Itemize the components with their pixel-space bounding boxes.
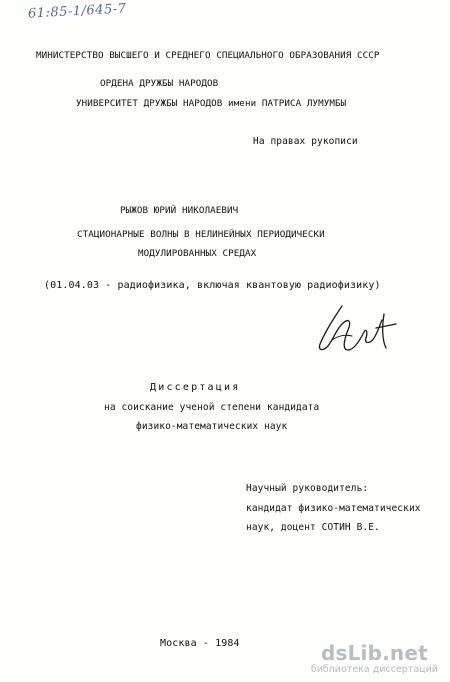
archive-code-handwritten: 61:85-1/645-7 — [27, 1, 127, 22]
university-line: УНИВЕРСИТЕТ ДРУЖБЫ НАРОДОВ имени ПАТРИСА ЛУМУМБЫ — [76, 98, 347, 109]
dissertation-line-2: физико-математических наук — [136, 421, 288, 432]
watermark-subtitle: библиотека диссертаций — [310, 664, 438, 675]
watermark — [311, 642, 438, 676]
manuscript-note: На правах рукописи — [253, 136, 358, 147]
signature-image — [312, 300, 402, 362]
title-line-2: МОДУЛИРОВАННЫХ СРЕДАХ — [138, 248, 257, 259]
place-year: Москва - 1984 — [160, 638, 240, 649]
supervisor-line-2: наук, доцент СОТИН В.Е. — [246, 522, 380, 533]
ministry-line: МИНИСТЕРСТВО ВЫСШЕГО И СРЕДНЕГО СПЕЦИАЛЬНОГО ОБРАЗОВАНИЯ СССР — [36, 50, 380, 61]
dissertation-heading: Диссертация — [150, 382, 241, 393]
watermark-logo: dsLib.net — [320, 641, 428, 665]
author-name: РЫЖОВ ЮРИЙ НИКОЛАЕВИЧ — [120, 205, 239, 216]
title-line-1: СТАЦИОНАРНЫЕ ВОЛНЫ В НЕЛИНЕЙНЫХ ПЕРИОДИЧЕСКИ — [77, 229, 325, 240]
supervisor-line-1: кандидат физико-математических — [246, 503, 421, 514]
specialty-line: (01.04.03 - радиофизика, включая квантовую радиофизику) — [44, 280, 381, 291]
order-line: ОРДЕНА ДРУЖБЫ НАРОДОВ — [100, 78, 219, 89]
dissertation-line-1: на соискание ученой степени кандидата — [104, 402, 320, 413]
supervisor-label: Научный руководитель: — [246, 483, 369, 494]
